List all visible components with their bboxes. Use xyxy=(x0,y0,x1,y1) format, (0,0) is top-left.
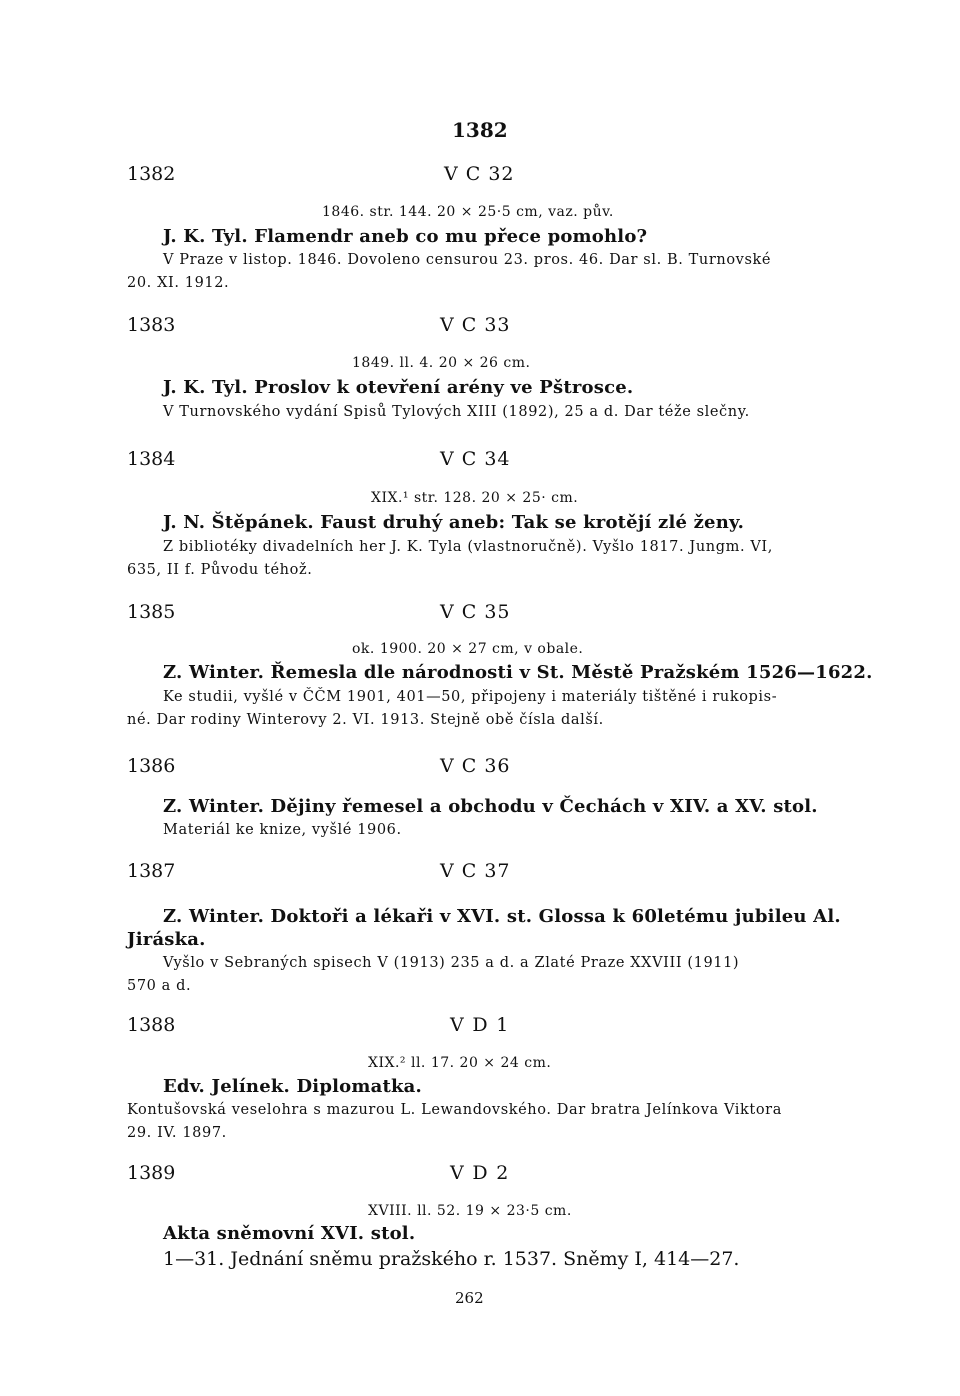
entry-note-line: né. Dar rodiny Winterovy 2. VI. 1913. Stejně obě čísla další. xyxy=(127,712,604,728)
page-folio: 262 xyxy=(455,1289,484,1307)
entry-number: 1384 xyxy=(127,448,176,470)
entry-number: 1382 xyxy=(127,163,176,185)
entry-note-line: 635, II f. Původu téhož. xyxy=(127,562,313,578)
entry-note-line: Kontušovská veselohra s mazurou L. Lewandovského. Dar bratra Jelínkova Viktora xyxy=(127,1102,782,1118)
entry-note-line: 20. XI. 1912. xyxy=(127,275,230,291)
entry-number: 1389 xyxy=(127,1162,176,1184)
entry-note-line: 1—31. Jednání sněmu pražského r. 1537. Sněmy I, 414—27. xyxy=(163,1248,740,1270)
entry-title: Z. Winter. Řemesla dle národnosti v St. Městě Pražském 1526—1622. xyxy=(163,662,873,683)
entry-note-line: V Praze v listop. 1846. Dovoleno censurou 23. pros. 46. Dar sl. B. Turnovské xyxy=(163,252,772,268)
entry-number: 1386 xyxy=(127,755,176,777)
entry-note-line: Vyšlo v Sebraných spisech V (1913) 235 a d. a Zlaté Praze XXVIII (1911) xyxy=(163,955,740,971)
entry-title: Z. Winter. Doktoři a lékaři v XVI. st. Glossa k 60letému jubileu Al. xyxy=(163,906,841,927)
entry-signature: V C 36 xyxy=(440,755,511,777)
entry-note-line: V Turnovského vydání Spisů Tylových XIII (1892), 25 a d. Dar téže slečny. xyxy=(163,404,750,420)
entry-meta: ok. 1900. 20 × 27 cm, v obale. xyxy=(352,641,584,657)
entry-title: Z. Winter. Dějiny řemesel a obchodu v Čechách v XIV. a XV. stol. xyxy=(163,796,818,817)
entry-note-line: 570 a d. xyxy=(127,978,192,994)
entry-title: J. N. Štěpánek. Faust druhý aneb: Tak se krotějí zlé ženy. xyxy=(163,512,745,533)
entry-title: Edv. Jelínek. Diplomatka. xyxy=(163,1076,422,1097)
entry-meta: 1849. ll. 4. 20 × 26 cm. xyxy=(352,355,531,371)
entry-meta: XIX.² ll. 17. 20 × 24 cm. xyxy=(368,1055,552,1071)
entry-note-line: 29. IV. 1897. xyxy=(127,1125,227,1141)
entry-note-line: Z bibliotéky divadelních her J. K. Tyla (vlastnoručně). Vyšlo 1817. Jungm. VI, xyxy=(163,539,773,555)
page-header: 1382 xyxy=(452,118,508,142)
entry-meta: XIX.¹ str. 128. 20 × 25· cm. xyxy=(371,490,579,506)
entry-number: 1387 xyxy=(127,860,176,882)
entry-meta: XVIII. ll. 52. 19 × 23·5 cm. xyxy=(368,1203,572,1219)
entry-meta: 1846. str. 144. 20 × 25·5 cm, vaz. pův. xyxy=(322,204,614,220)
entry-number: 1385 xyxy=(127,601,176,623)
entry-title: J. K. Tyl. Flamendr aneb co mu přece pomohlo? xyxy=(163,226,648,247)
entry-note-line: Ke studii, vyšlé v ČČM 1901, 401—50, připojeny i materiály tištěné i rukopis- xyxy=(163,689,778,705)
entry-signature: V C 35 xyxy=(440,601,511,623)
entry-signature: V D 2 xyxy=(450,1162,510,1184)
entry-signature: V C 32 xyxy=(444,163,515,185)
entry-note-line: Materiál ke knize, vyšlé 1906. xyxy=(163,822,402,838)
entry-signature: V C 34 xyxy=(440,448,511,470)
entry-title: Akta sněmovní XVI. stol. xyxy=(163,1223,416,1244)
entry-title: J. K. Tyl. Proslov k otevření arény ve Pštrosce. xyxy=(163,377,634,398)
entry-signature: V D 1 xyxy=(450,1014,510,1036)
entry-title: Jiráska. xyxy=(127,929,206,950)
entry-signature: V C 37 xyxy=(440,860,511,882)
entry-number: 1388 xyxy=(127,1014,176,1036)
entry-signature: V C 33 xyxy=(440,314,511,336)
entry-number: 1383 xyxy=(127,314,176,336)
